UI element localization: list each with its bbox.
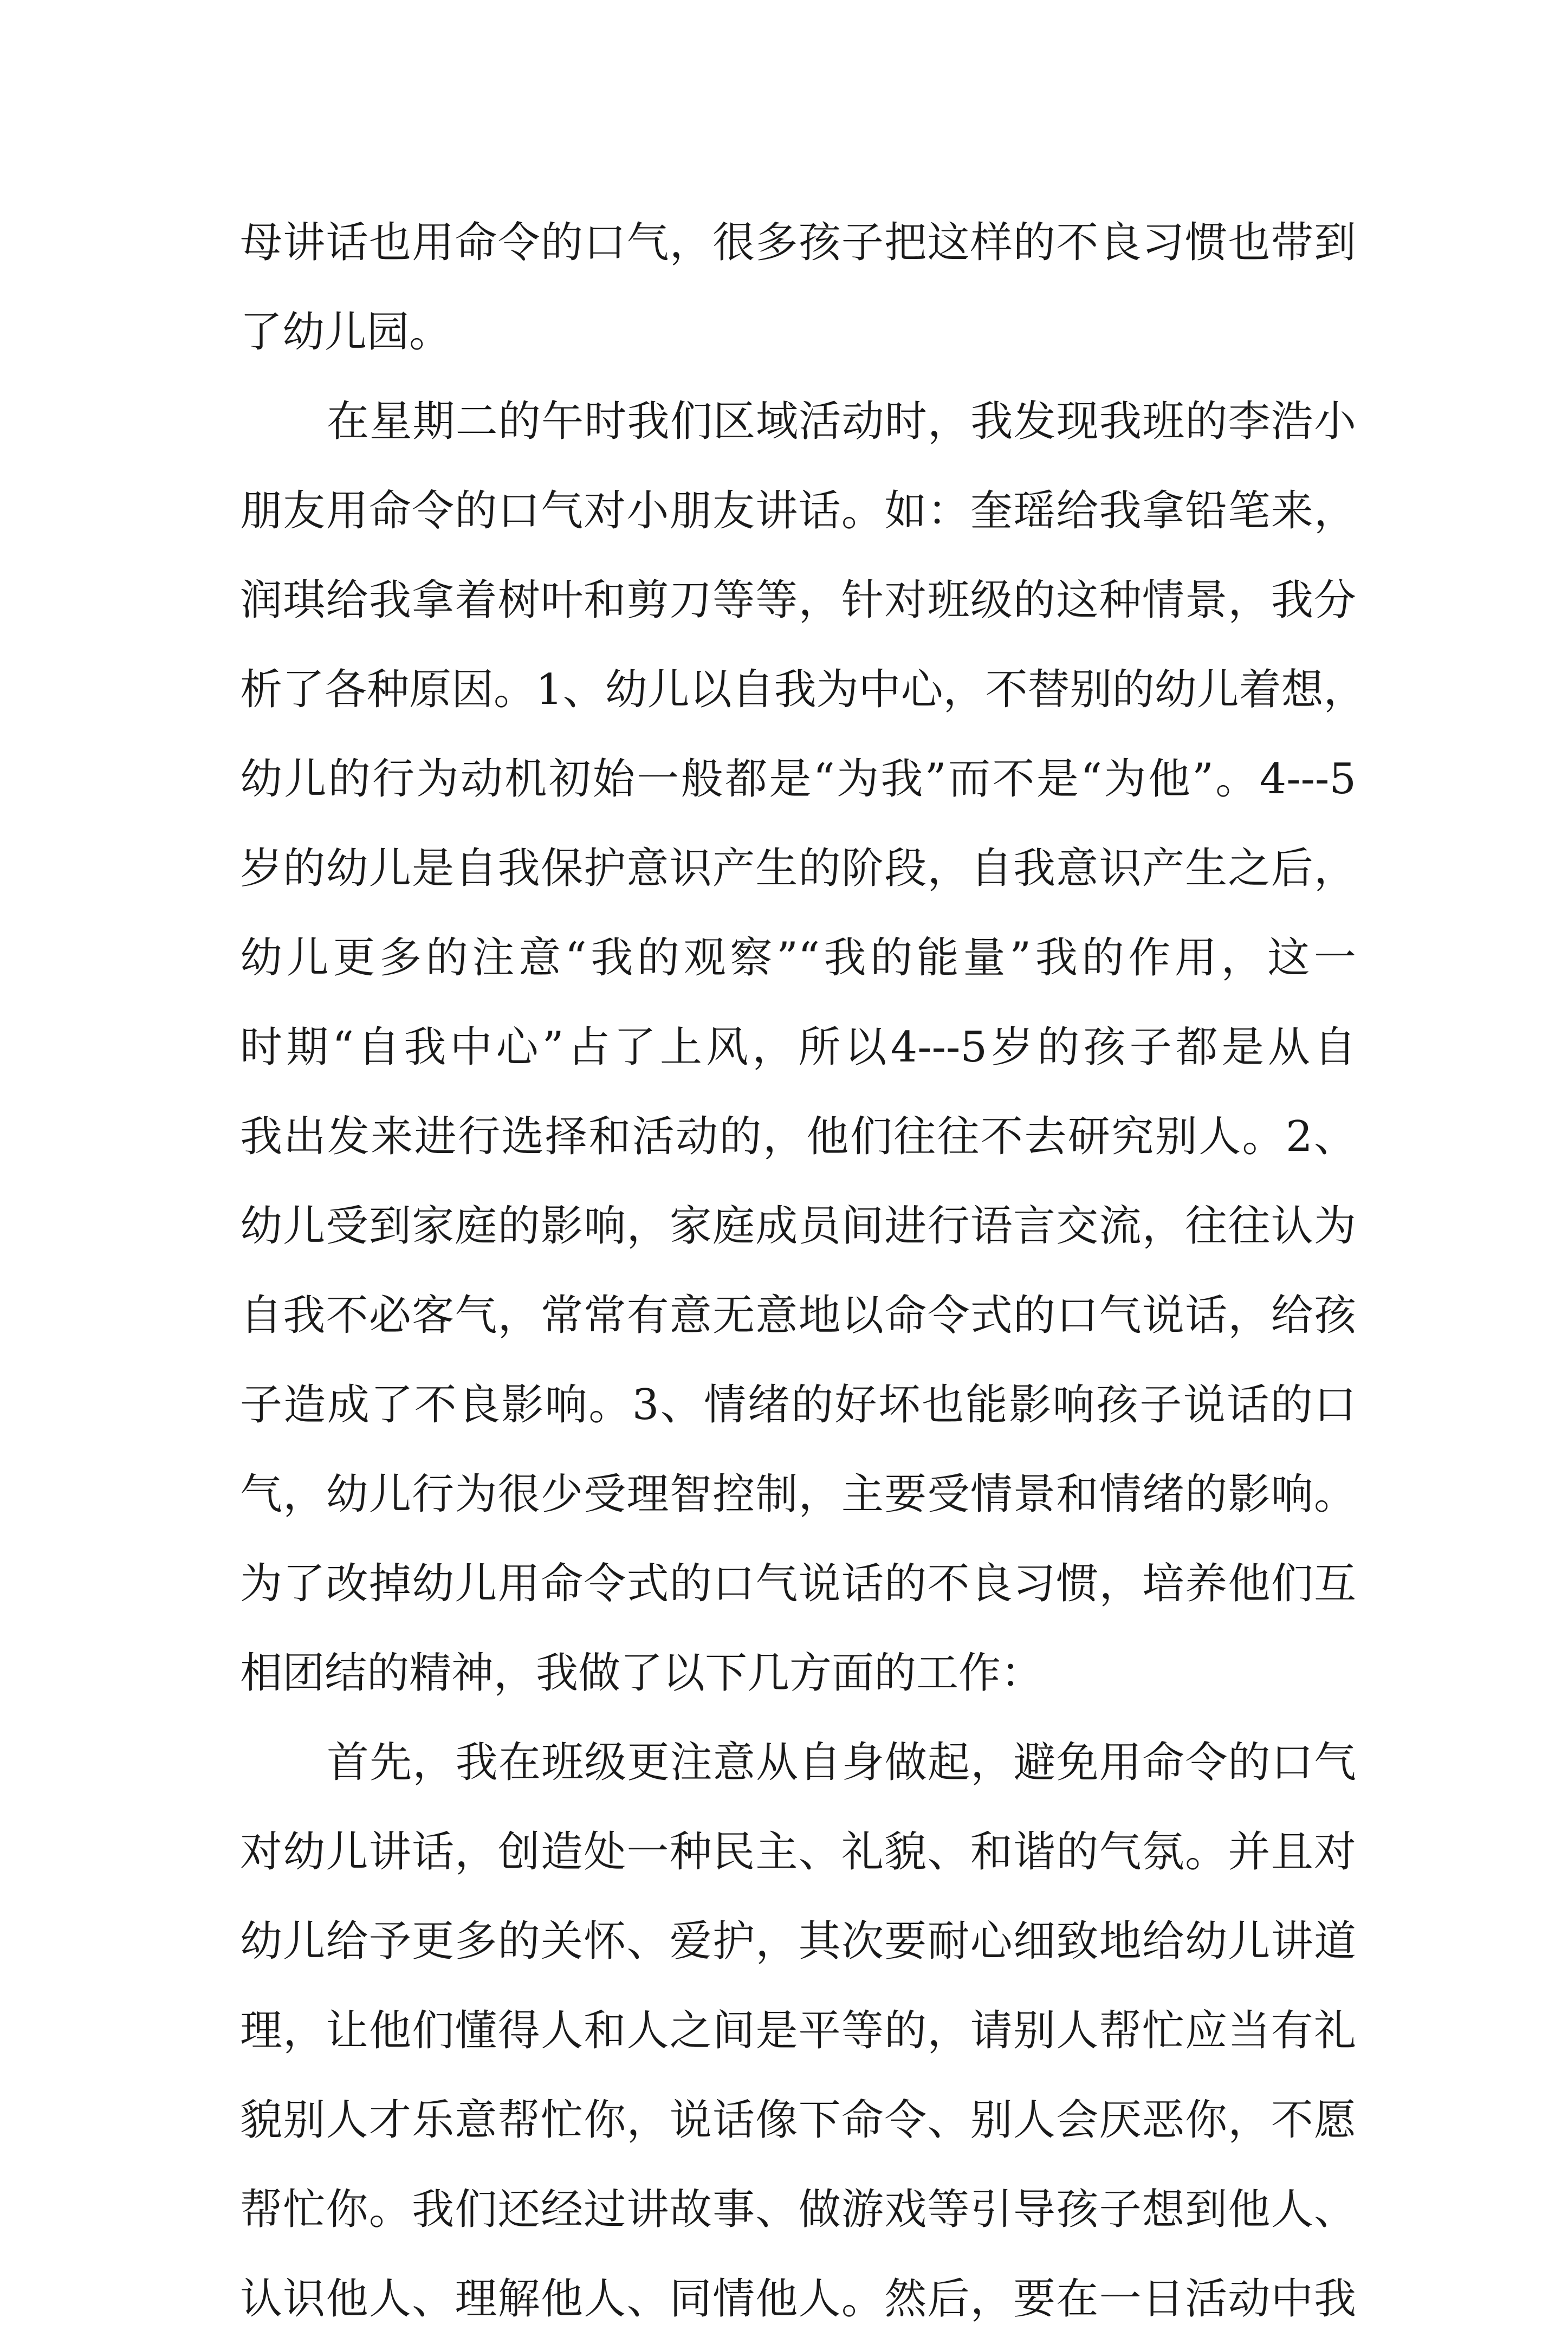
text-line: 幼儿更多的注意“我的观察”“我的能量”我的作用，这一: [240, 934, 1356, 982]
text-line: 对幼儿讲话，创造处一种民主、礼貌、和谐的气氛。并且对: [240, 1828, 1356, 1876]
text-line: 岁的幼儿是自我保护意识产生的阶段，自我意识产生之后，: [240, 844, 1356, 893]
text-line: 幼儿给予更多的关怀、爱护，其次要耐心细致地给幼儿讲道: [240, 1917, 1356, 1966]
text-line: 了幼儿园。: [240, 308, 452, 357]
text-line: 幼儿受到家庭的影响，家庭成员间进行语言交流，往往认为: [240, 1202, 1356, 1251]
text-line: 相团结的精神，我做了以下几方面的工作：: [240, 1649, 1044, 1698]
text-line: 析了各种原因。1、幼儿以自我为中心，不替别的幼儿着想，: [240, 665, 1366, 714]
body-text: [240, 198, 1366, 2344]
text-line: 幼儿的行为动机初始一般都是“为我”而不是“为他”。4---5: [240, 755, 1356, 804]
text-line: 子造成了不良影响。3、情绪的好坏也能影响孩子说话的口: [240, 1381, 1356, 1429]
text-line: 时期“自我中心”占了上风，所以4---5岁的孩子都是从自: [240, 1023, 1356, 1072]
text-line: 我出发来进行选择和活动的，他们往往不去研究别人。2、: [240, 1112, 1356, 1161]
text-line: 自我不必客气，常常有意无意地以命令式的口气说话，给孩: [240, 1291, 1356, 1340]
text-line: 貌别人才乐意帮忙你，说话像下命令、别人会厌恶你，不愿: [240, 2096, 1356, 2145]
text-line: 润琪给我拿着树叶和剪刀等等，针对班级的这种情景，我分: [240, 576, 1356, 625]
text-line: 理，让他们懂得人和人之间是平等的，请别人帮忙应当有礼: [240, 2006, 1356, 2055]
text-line: 认识他人、理解他人、同情他人。然后，要在一日活动中我: [240, 2275, 1356, 2323]
text-line: 在星期二的午时我们区域活动时，我发现我班的李浩小: [327, 397, 1356, 446]
text-line: 为了改掉幼儿用命令式的口气说话的不良习惯，培养他们互: [240, 1559, 1356, 1608]
text-line: 朋友用命令的口气对小朋友讲话。如：奎瑶给我拿铅笔来，: [240, 487, 1356, 535]
text-line: 母讲话也用命令的口气，很多孩子把这样的不良习惯也带到: [240, 218, 1356, 267]
text-line: 帮忙你。我们还经过讲故事、做游戏等引导孩子想到他人、: [240, 2185, 1356, 2234]
text-line: 首先，我在班级更注意从自身做起，避免用命令的口气: [327, 1738, 1356, 1787]
text-line: 气，幼儿行为很少受理智控制，主要受情景和情绪的影响。: [240, 1470, 1356, 1519]
